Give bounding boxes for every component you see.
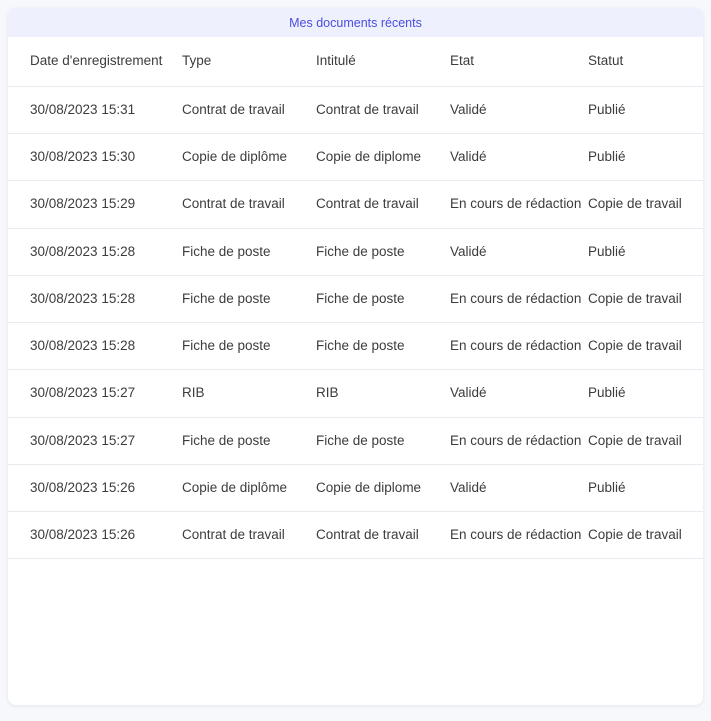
cell-etat: Validé <box>450 134 588 181</box>
cell-intitule: Copie de diplome <box>316 464 450 511</box>
cell-intitule: Fiche de poste <box>316 228 450 275</box>
cell-statut: Copie de travail <box>588 512 703 559</box>
column-header-type[interactable]: Type <box>168 37 316 86</box>
cell-type: Copie de diplôme <box>168 464 316 511</box>
cell-type: Contrat de travail <box>168 86 316 133</box>
table-row[interactable] <box>8 228 703 275</box>
table-header <box>8 37 703 86</box>
column-header-statut[interactable]: Statut <box>588 37 703 86</box>
cell-statut: Publié <box>588 464 703 511</box>
table-row[interactable] <box>8 323 703 370</box>
table-row[interactable] <box>8 181 703 228</box>
cell-intitule: Fiche de poste <box>316 323 450 370</box>
card-header <box>8 8 703 37</box>
cell-etat: En cours de rédaction <box>450 275 588 322</box>
table-header-row <box>8 37 703 86</box>
cell-type: Copie de diplôme <box>168 134 316 181</box>
column-header-date[interactable]: Date d'enregistrement <box>8 37 168 86</box>
recent-documents-card <box>8 8 703 705</box>
cell-date: 30/08/2023 15:29 <box>8 181 168 228</box>
cell-date: 30/08/2023 15:27 <box>8 370 168 417</box>
cell-statut: Publié <box>588 228 703 275</box>
cell-type: Fiche de poste <box>168 228 316 275</box>
table-row[interactable] <box>8 86 703 133</box>
table-body <box>8 86 703 559</box>
cell-statut: Publié <box>588 134 703 181</box>
column-header-intitule[interactable]: Intitulé <box>316 37 450 86</box>
cell-date: 30/08/2023 15:27 <box>8 417 168 464</box>
cell-type: Fiche de poste <box>168 417 316 464</box>
cell-etat: En cours de rédaction <box>450 417 588 464</box>
cell-statut: Copie de travail <box>588 417 703 464</box>
cell-date: 30/08/2023 15:30 <box>8 134 168 181</box>
table-row[interactable] <box>8 134 703 181</box>
cell-type: Fiche de poste <box>168 275 316 322</box>
cell-type: Contrat de travail <box>168 181 316 228</box>
cell-type: Contrat de travail <box>168 512 316 559</box>
cell-intitule: Contrat de travail <box>316 181 450 228</box>
cell-statut: Copie de travail <box>588 181 703 228</box>
cell-statut: Copie de travail <box>588 275 703 322</box>
table-row[interactable] <box>8 275 703 322</box>
cell-intitule: Fiche de poste <box>316 275 450 322</box>
cell-statut: Publié <box>588 370 703 417</box>
cell-type: RIB <box>168 370 316 417</box>
table-row[interactable] <box>8 464 703 511</box>
recent-documents-table <box>8 37 703 559</box>
cell-etat: Validé <box>450 228 588 275</box>
cell-etat: Validé <box>450 464 588 511</box>
cell-etat: En cours de rédaction <box>450 323 588 370</box>
cell-intitule: RIB <box>316 370 450 417</box>
cell-intitule: Contrat de travail <box>316 512 450 559</box>
cell-statut: Publié <box>588 86 703 133</box>
cell-date: 30/08/2023 15:28 <box>8 228 168 275</box>
table-row[interactable] <box>8 512 703 559</box>
cell-intitule: Fiche de poste <box>316 417 450 464</box>
cell-statut: Copie de travail <box>588 323 703 370</box>
table-row[interactable] <box>8 370 703 417</box>
cell-date: 30/08/2023 15:28 <box>8 275 168 322</box>
cell-etat: Validé <box>450 370 588 417</box>
cell-intitule: Copie de diplome <box>316 134 450 181</box>
cell-etat: En cours de rédaction <box>450 181 588 228</box>
table-row[interactable] <box>8 417 703 464</box>
cell-etat: En cours de rédaction <box>450 512 588 559</box>
card-title: Mes documents récents <box>289 15 422 30</box>
cell-date: 30/08/2023 15:31 <box>8 86 168 133</box>
cell-etat: Validé <box>450 86 588 133</box>
column-header-etat[interactable]: Etat <box>450 37 588 86</box>
cell-date: 30/08/2023 15:28 <box>8 323 168 370</box>
cell-type: Fiche de poste <box>168 323 316 370</box>
cell-date: 30/08/2023 15:26 <box>8 464 168 511</box>
cell-date: 30/08/2023 15:26 <box>8 512 168 559</box>
cell-intitule: Contrat de travail <box>316 86 450 133</box>
